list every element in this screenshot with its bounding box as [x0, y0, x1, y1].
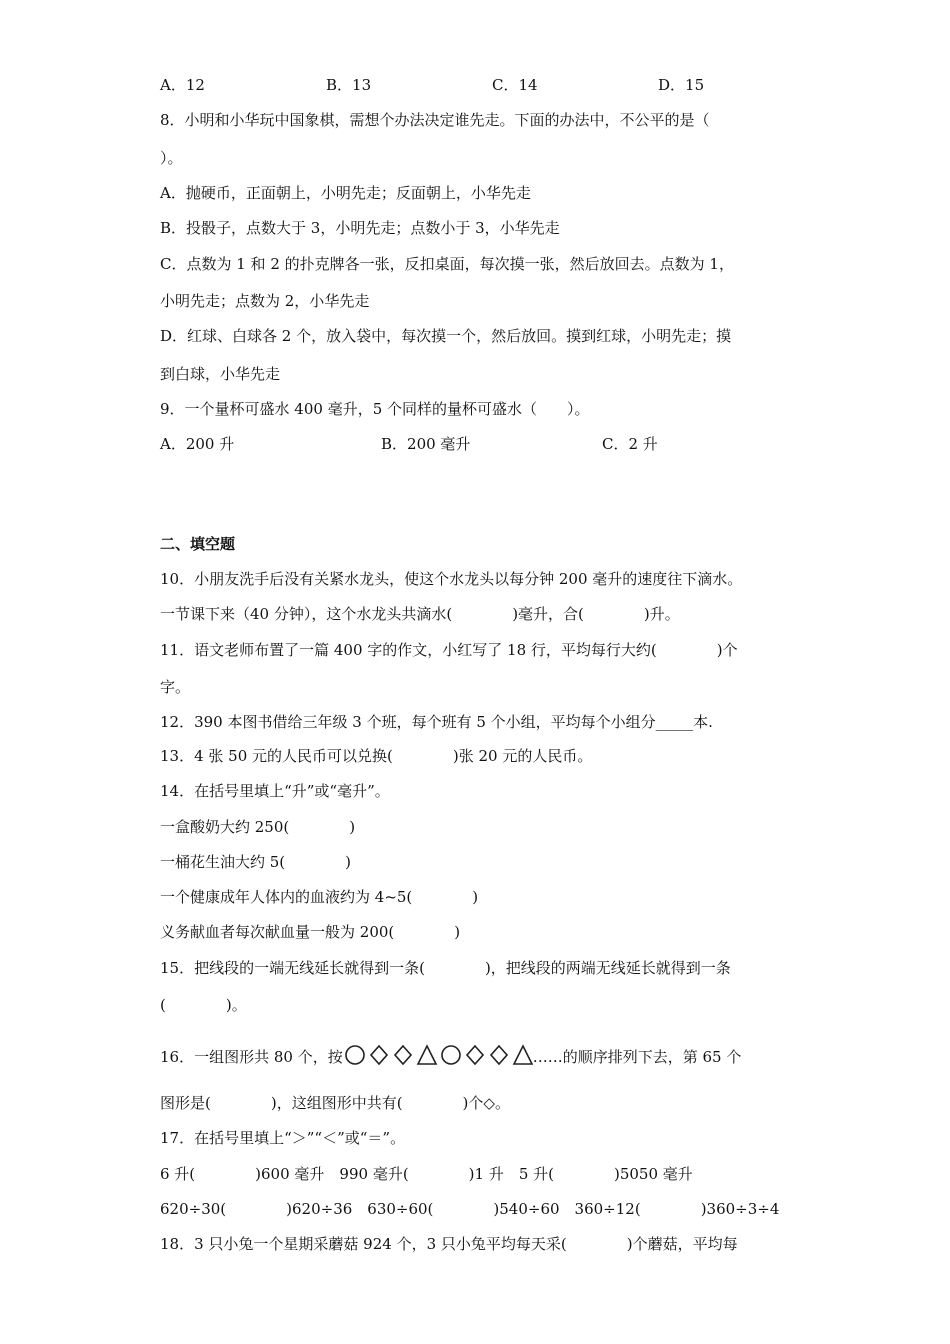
q16-suffix: ……的顺序排列下去，第 65 个 — [532, 1048, 742, 1066]
q14-item-2: 一桶花生油大约 5( ) — [160, 853, 352, 871]
q7-option-c: C．14 — [492, 76, 538, 94]
q11-line-2: 字。 — [160, 678, 191, 696]
q8-option-b: B．投骰子，点数大于 3，小明先走；点数小于 3，小华先走 — [160, 219, 560, 237]
q8-option-a: A．抛硬币，正面朝上，小明先走；反面朝上，小华先走 — [160, 184, 531, 202]
q16-prefix: 16．一组图形共 80 个，按 — [160, 1048, 343, 1066]
q14-item-1: 一盒酸奶大约 250( ) — [160, 818, 356, 836]
q17-stem: 17．在括号里填上“＞”“＜”或“＝”。 — [160, 1129, 406, 1147]
q8-stem-line-2: ）。 — [160, 149, 183, 167]
triangle-icon — [514, 1046, 532, 1064]
q8-stem-line-1: 8．小明和小华玩中国象棋，需想个办法决定谁先走。下面的办法中，不公平的是（ — [160, 111, 710, 129]
q13-text: 13．4 张 50 元的人民币可以兑换( )张 20 元的人民币。 — [160, 747, 593, 765]
section-2-title: 二、填空题 — [160, 535, 236, 553]
q9-option-b: B．200 毫升 — [381, 435, 471, 453]
q15-line-2: ( )。 — [160, 996, 247, 1014]
q16-line-1 — [160, 1044, 741, 1067]
q7-option-d: D．15 — [658, 76, 705, 94]
q8-option-c-line-2: 小明先走；点数为 2，小华先走 — [160, 292, 370, 310]
q17-row-1: 6 升( )600 毫升 990 毫升( )1 升 5 升( )5050 毫升 — [160, 1165, 693, 1183]
q11-line-1: 11．语文老师布置了一篇 400 字的作文，小红写了 18 行，平均每行大约( )个 — [160, 641, 738, 659]
q14-item-4: 义务献血者每次献血量一般为 200( ) — [160, 923, 461, 941]
q17-row-2: 620÷30( )620÷36 630÷60( )540÷60 360÷12( )360÷3÷4 — [160, 1200, 780, 1218]
triangle-icon — [418, 1046, 436, 1064]
diamond-icon — [491, 1046, 507, 1064]
diamond-icon — [371, 1046, 387, 1064]
q9-option-c: C．2 升 — [602, 435, 658, 453]
q12-text: 12．390 本图书借给三年级 3 个班，每个班有 5 个小组，平均每个小组分_____本. — [160, 713, 713, 731]
circle-icon — [442, 1046, 460, 1064]
diamond-icon — [395, 1046, 411, 1064]
shape-sequence — [343, 1044, 533, 1066]
q14-stem: 14．在括号里填上“升”或“毫升”。 — [160, 782, 390, 800]
circle-icon — [346, 1046, 364, 1064]
q16-line-2: 图形是( )，这组图形中共有( )个◇。 — [160, 1094, 510, 1112]
q7-option-b: B．13 — [326, 76, 372, 94]
q18-text: 18．3 只小兔一个星期采蘑菇 924 个，3 只小兔平均每天采( )个蘑菇，平均每 — [160, 1235, 738, 1253]
diamond-icon — [467, 1046, 483, 1064]
q14-item-3: 一个健康成年人体内的血液约为 4~5( ) — [160, 888, 479, 906]
q8-option-c-line-1: C．点数为 1 和 2 的扑克牌各一张，反扣桌面，每次摸一张，然后放回去。点数为 1， — [160, 255, 734, 273]
q15-line-1: 15．把线段的一端无线延长就得到一条( )，把线段的两端无线延长就得到一条 — [160, 959, 731, 977]
q8-option-d-line-1: D．红球、白球各 2 个，放入袋中，每次摸一个，然后放回。摸到红球，小明先走；摸 — [160, 327, 732, 345]
q10-line-2: 一节课下来（40 分钟），这个水龙头共滴水( )毫升，合( )升。 — [160, 605, 680, 623]
q7-option-a: A．12 — [160, 76, 205, 94]
q10-line-1: 10．小朋友洗手后没有关紧水龙头，使这个水龙头以每分钟 200 毫升的速度往下滴水。 — [160, 570, 743, 588]
q9-option-a: A．200 升 — [160, 435, 235, 453]
q8-option-d-line-2: 到白球，小华先走 — [160, 365, 281, 383]
q9-stem: 9．一个量杯可盛水 400 毫升，5 个同样的量杯可盛水（ ）。 — [160, 400, 590, 418]
